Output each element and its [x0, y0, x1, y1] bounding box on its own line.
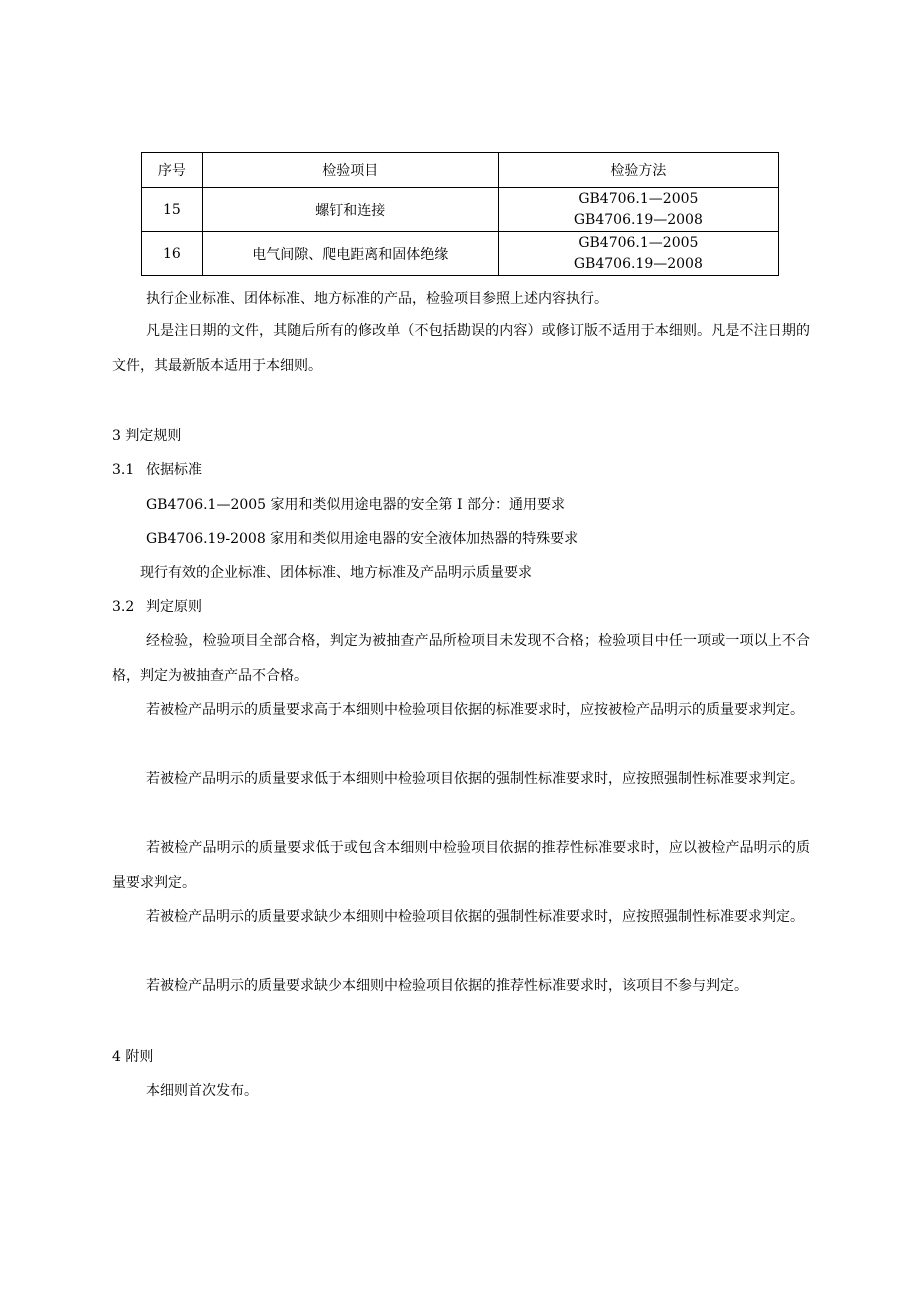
section-3-title: 3 判定规则 — [112, 428, 182, 444]
section-3-1-number: 3.1 — [112, 462, 135, 478]
table-row — [142, 188, 779, 232]
header-item: 检验项目 — [202, 153, 498, 188]
section-3-2-number: 3.2 — [112, 599, 135, 615]
method-line: GB4706.1—2005 — [578, 234, 699, 251]
standard-1: GB4706.1—2005 家用和类似用途电器的安全第 I 部分：通用要求 — [146, 497, 565, 513]
rule-paragraph: 若被检产品明示的质量要求缺少本细则中检验项目依据的强制性标准要求时，应按照强制性标准要求判定。 — [146, 909, 804, 925]
section-4-text: 本细则首次发布。 — [146, 1083, 258, 1099]
table-row — [142, 232, 779, 276]
row-method — [498, 232, 778, 276]
method-line: GB4706.19—2008 — [573, 211, 703, 228]
section-3-1-heading — [112, 460, 202, 480]
table-header-row — [142, 153, 779, 188]
method-line: GB4706.19—2008 — [573, 255, 703, 272]
section-3-2-title: 判定原则 — [146, 599, 202, 615]
rule-paragraph: 若被检产品明示的质量要求缺少本细则中检验项目依据的推荐性标准要求时，该项目不参与判定。 — [146, 978, 748, 994]
row-no: 16 — [142, 232, 203, 276]
rule-paragraph: 若被检产品明示的质量要求低于或包含本细则中检验项目依据的推荐性标准要求时，应以被检产品明示的质量要求判定。 — [112, 840, 810, 891]
method-line: GB4706.1—2005 — [578, 190, 699, 207]
para-exec: 执行企业标准、团体标准、地方标准的产品，检验项目参照上述内容执行。 — [146, 291, 608, 307]
row-no: 15 — [142, 188, 203, 232]
row-method — [498, 188, 778, 232]
section-4-title: 4 附则 — [112, 1049, 154, 1065]
row-item: 螺钉和连接 — [202, 188, 498, 232]
rule-paragraph: 经检验，检验项目全部合格，判定为被抽查产品所检项目未发现不合格；检验项目中任一项或一项以上不合格，判定为被抽查产品不合格。 — [112, 633, 810, 684]
rule-paragraph: 若被检产品明示的质量要求高于本细则中检验项目依据的标准要求时，应按被检产品明示的质量要求判定。 — [146, 702, 804, 718]
inspection-table — [141, 152, 779, 276]
header-no: 序号 — [142, 153, 203, 188]
section-3-2-heading — [112, 597, 202, 617]
row-item: 电气间隙、爬电距离和固体绝缘 — [202, 232, 498, 276]
standard-2: GB4706.19-2008 家用和类似用途电器的安全液体加热器的特殊要求 — [146, 531, 579, 547]
section-3-1-title: 依据标准 — [146, 462, 202, 478]
standard-3: 现行有效的企业标准、团体标准、地方标准及产品明示质量要求 — [140, 565, 532, 581]
header-method: 检验方法 — [498, 153, 778, 188]
rule-paragraph: 若被检产品明示的质量要求低于本细则中检验项目依据的强制性标准要求时，应按照强制性标准要求判定。 — [146, 771, 804, 787]
para-dated: 凡是注日期的文件，其随后所有的修改单（不包括勘误的内容）或修订版不适用于本细则。凡是不注日期的文件，其最新版本适用于本细则。 — [112, 323, 810, 374]
